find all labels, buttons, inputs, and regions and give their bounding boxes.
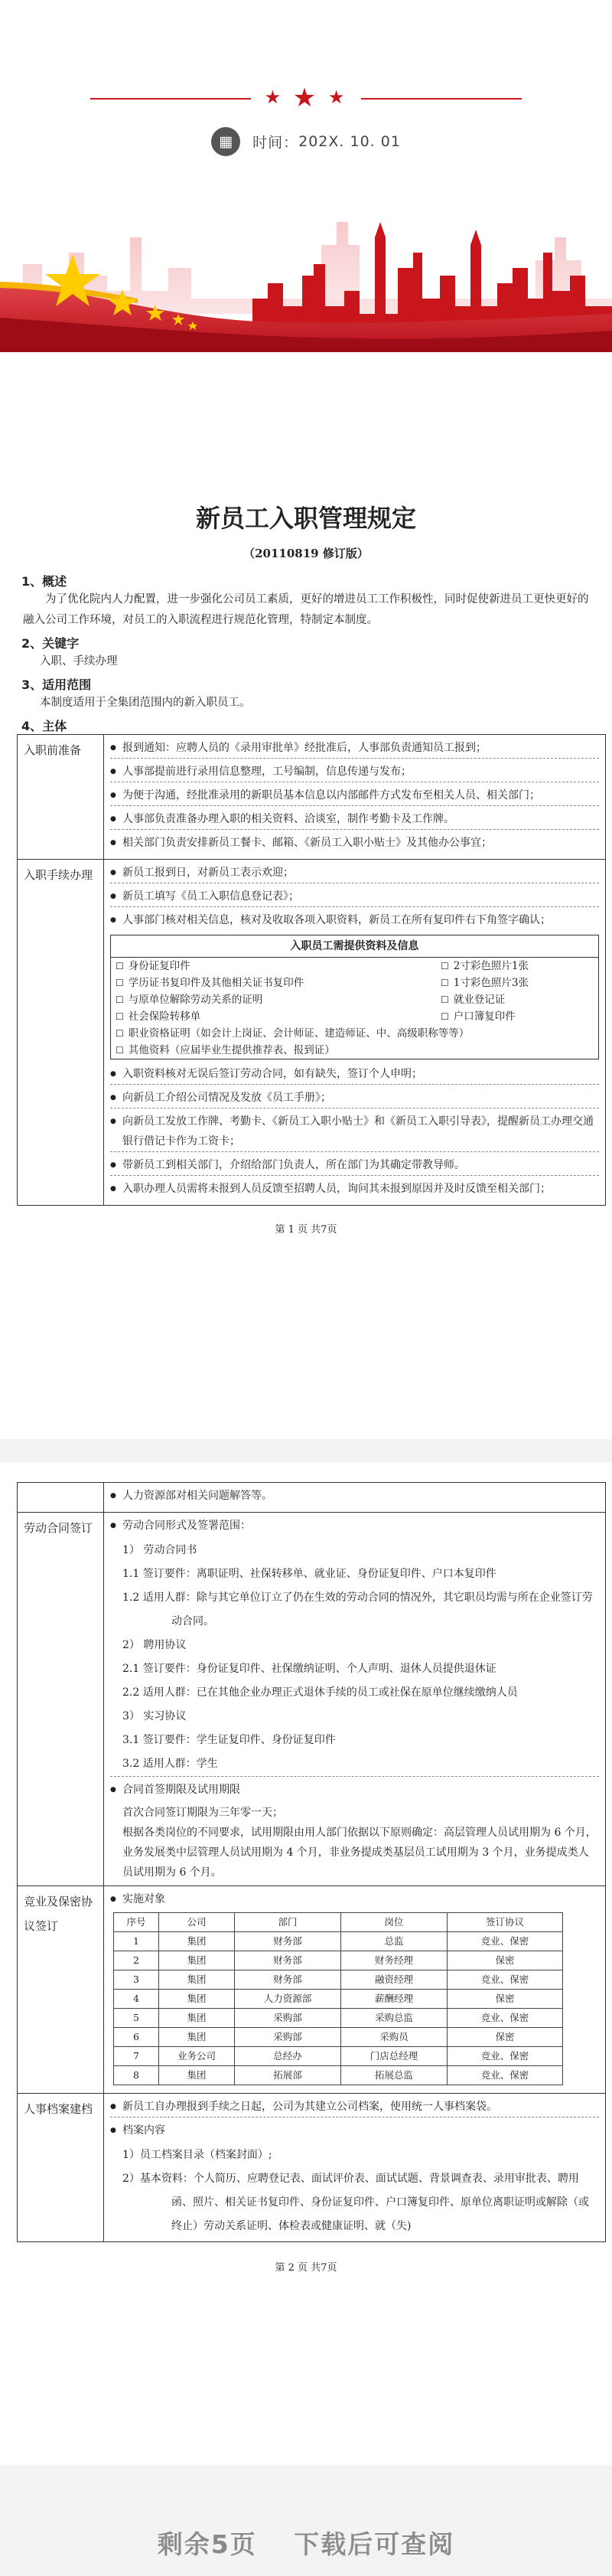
contract-line: 3.1 签订要件：学生证复印件、身份证复印件 [122,1734,336,1746]
probation-line: 根据各类岗位的不同要求，试用期限由用人部门依据以下原则确定：高层管理人员试用期为 6 个月，业务发展类中层管理人员试用期为 4 个月，非业务提成类基层员工试用期为 3 个月，业务提成类人员试用期为 6 个月。 [122,1827,597,1879]
material-item: 身份证复印件 [128,960,190,972]
table-cell: 集团 [159,2009,235,2028]
list-item: ● 带新员工到相关部门，介绍给部门负责人，所在部门为其确定带教导师。 [110,1155,599,1176]
column-header: 序号 [114,1913,159,1932]
star-icon: ★ [264,87,285,108]
row-pre-entry [18,735,606,860]
checkbox-icon: ☐ [441,961,449,971]
column-header: 签订协议 [448,1913,563,1932]
table-cell: 保密 [448,1951,563,1970]
contract-line: 1.1 签订要件：离职证明、社保转移单、就业证、身份证复印件、户口本复印件 [122,1568,496,1580]
table-cell: 7 [114,2047,159,2066]
checkbox-icon: ☐ [441,978,449,988]
page-footer-1: 第 1 页 共7页 [275,1224,337,1236]
doc-subtitle: （20110819 修订版） [243,547,369,560]
table-header-row [114,1913,563,1932]
cover-banner [0,0,612,352]
list-item: ● 报到通知：应聘人员的《录用审批单》经批准后，人事部负责通知员工报到； [110,738,599,759]
page-gap [0,1439,612,1462]
row-content-contract [104,1513,606,1886]
checkbox-icon: ☐ [441,994,449,1005]
table-cell: 3 [114,1970,159,1990]
table-cell: 集团 [159,2028,235,2047]
column-header: 公司 [159,1913,235,1932]
materials-title: 入职员工需提供资料及信息 [111,935,598,958]
row-content-procedure [104,860,606,1206]
noncompete-table [113,1912,563,2085]
page-footer-2: 第 2 页 共7页 [275,2262,337,2274]
table-row [114,2047,563,2066]
material-item: 社会保险转移单 [128,1010,201,1023]
table-cell: 融资经理 [341,1970,448,1990]
table-cell: 集团 [159,1970,235,1990]
city-skyline-illustration [0,191,612,352]
row-label-archive: 人事档案建档 [18,2094,104,2242]
table-row [114,1932,563,1951]
row-procedure [18,860,606,1206]
doc-page-1 [0,429,612,1236]
table-cell: 竞业、保密 [448,2009,563,2028]
checkbox-icon: ☐ [116,1028,124,1039]
row-content-noncompete [104,1886,606,2094]
table-cell: 8 [114,2066,159,2085]
list-item: ● 新员工填写《员工入职信息登记表》； [110,886,599,907]
row-archive [18,2094,606,2242]
section-3-heading: 3、适用范围 [21,677,92,692]
section-4-heading: 4、主体 [21,719,67,733]
table-cell: 采购员 [341,2028,448,2047]
list-item: ● 入职办理人员需将未报到人员反馈至招聘人员，询问其未报到原因并及时反馈至相关部门； [110,1179,599,1199]
table-row [114,1970,563,1990]
table-cell: 竞业、保密 [448,2047,563,2066]
time-label: 时间： [252,134,299,152]
section-2-heading: 2、关键字 [21,636,80,651]
table-cell: 财务部 [235,1970,341,1990]
list-item: ● 人事部提前进行录用信息整理，工号编制，信息传递与发布； [110,762,599,782]
list-item: ● 合同首签期限及试用期限 [110,1780,599,1800]
table-cell: 6 [114,2028,159,2047]
table-cell: 拓展部 [235,2066,341,2085]
checkbox-icon: ☐ [116,978,124,988]
materials-row [111,1042,598,1059]
table-cell: 5 [114,2009,159,2028]
material-item: 就业登记证 [453,994,506,1006]
row-content-pre-entry [104,735,606,860]
materials-box [110,935,599,1059]
calendar-icon: ▦ [211,127,240,156]
table-cell: 竞业、保密 [448,2066,563,2085]
materials-row [111,1025,598,1042]
materials-row [111,958,598,975]
row-content-procedure-continued [104,1483,606,1513]
table-cell: 薪酬经理 [341,1990,448,2009]
material-item: 户口簿复印件 [453,1010,516,1023]
archive-line: 2）基本资料：个人简历、应聘登记表、面试评价表、面试试题、背景调查表、录用审批表、聘用函、照片、相关证书复印件、身份证复印件、户口簿复印件、原单位离职证明或解除（或终止）劳动关系证明、体检表或健康证明、就（失) [122,2173,589,2232]
table-cell: 总监 [341,1932,448,1951]
list-item: ● 劳动合同形式及签署范围： [110,1516,599,1536]
row-label-empty [18,1483,104,1513]
table-cell: 集团 [159,1990,235,2009]
row-label-contract: 劳动合同签订 [18,1513,104,1886]
table-cell: 集团 [159,1951,235,1970]
time-row [0,127,612,156]
list-item: ● 人事部门核对相关信息，核对及收取各项入职资料，新员工在所有复印件右下角签字确认； [110,910,599,930]
column-header: 岗位 [341,1913,448,1932]
row-label-procedure: 入职手续办理 [18,860,104,1206]
archive-line: 1）员工档案目录（档案封面）; [122,2149,272,2161]
checkbox-icon: ☐ [116,1011,124,1022]
material-item: 其他资料（应届毕业生提供推荐表、报到证） [128,1044,335,1056]
list-item: ● 人力资源部对相关问题解答等。 [110,1486,599,1506]
table-cell: 财务经理 [341,1951,448,1970]
noncompete-table-body [114,1932,563,2085]
table-cell: 保密 [448,2028,563,2047]
table-cell: 业务公司 [159,2047,235,2066]
table-cell: 竞业、保密 [448,1932,563,1951]
material-item: 2寸彩色照片1张 [453,960,529,972]
material-item: 职业资格证明（如会计上岗证、会计师证、建造师证、中、高级职称等等） [128,1027,470,1040]
contract-line: 3.2 适用人群：学生 [110,1752,599,1777]
table-cell: 集团 [159,1932,235,1951]
list-item: ● 新员工报到日，对新员工表示欢迎； [110,863,599,883]
table-row [114,2009,563,2028]
contract-line: 2.1 签订要件：身份证复印件、社保缴纳证明、个人声明、退休人员提供退休证 [122,1663,496,1675]
download-to-read-link[interactable]: 剩余5页 下载后可查阅 [157,2529,455,2559]
table-row [114,1951,563,1970]
contract-line: 1.2 适用人群：除与其它单位订立了仍在生效的劳动合同的情况外，其它职员均需与所在企业签订劳动合同。 [122,1592,593,1628]
doc-title: 新员工入职管理规定 [195,504,416,533]
material-item: 1寸彩色照片3张 [453,977,529,989]
contract-line: 1） 劳动合同书 [122,1544,197,1556]
material-item: 学历证书复印件及其他相关证书复印件 [128,977,304,989]
section-2-text: 入职、手续办理 [40,655,118,668]
main-table-page-2 [17,1482,606,2242]
materials-row [111,975,598,991]
contract-line: 2） 聘用协议 [122,1639,187,1651]
main-table-page-1 [17,734,606,1206]
row-noncompete [18,1886,606,2094]
probation-line: 首次合同签订期限为三年零一天； [122,1807,283,1819]
table-cell: 采购部 [235,2009,341,2028]
table-cell: 采购总监 [341,2009,448,2028]
list-item: ● 人事部负责准备办理入职的相关资料、洽谈室，制作考勤卡及工作牌。 [110,809,599,830]
table-row [114,2066,563,2085]
table-row [114,1990,563,2009]
table-cell: 采购部 [235,2028,341,2047]
time-value: 202X. 10. 01 [298,133,401,150]
list-item: ● 相关部门负责安排新员工餐卡、邮箱、《新员工入职小贴士》及其他办公事宜； [110,833,599,853]
table-cell: 竞业、保密 [448,1970,563,1990]
row-procedure-continued [18,1483,606,1513]
table-cell: 2 [114,1951,159,1970]
materials-row [111,991,598,1008]
table-row [114,2028,563,2047]
checkbox-icon: ☐ [441,1011,449,1022]
checkbox-icon: ☐ [116,994,124,1005]
section-1-heading: 1、概述 [21,574,67,589]
star-icon: ★ [327,87,348,108]
star-icon: ★ [292,83,320,113]
table-cell: 集团 [159,2066,235,2085]
contract-line: 2.2 适用人群：已在其他企业办理正式退休手续的员工或社保在原单位继续缴纳人员 [122,1686,518,1699]
table-cell: 4 [114,1990,159,2009]
row-content-archive [104,2094,606,2242]
table-cell: 财务部 [235,1932,341,1951]
table-cell: 拓展总监 [341,2066,448,2085]
list-item: ● 新员工自办理报到手续之日起，公司为其建立公司档案，使用统一人事档案袋。 [110,2097,599,2117]
list-item: ● 入职资料核对无误后签订劳动合同，如有缺失，签订个人申明； [110,1064,599,1085]
table-cell: 门店总经理 [341,2047,448,2066]
list-item: ● 向新员工介绍公司情况及发放《员工手册》； [110,1088,599,1108]
decor-stars [0,83,612,113]
table-cell: 财务部 [235,1951,341,1970]
table-cell: 1 [114,1932,159,1951]
list-item: ● 向新员工发放工作牌、考勤卡、《新员工入职小贴士》和《新员工入职引导表》，提醒新员工办理交通银行借记卡作为工资卡； [110,1112,599,1152]
list-item: ● 实施对象 [110,1889,599,1909]
material-item: 与原单位解除劳动关系的证明 [128,994,263,1006]
list-item: ● 为便于沟通，经批准录用的新职员基本信息以内部邮件方式发布至相关人员、相关部门； [110,785,599,806]
checkbox-icon: ☐ [116,961,124,971]
table-cell: 总经办 [235,2047,341,2066]
table-cell: 人力资源部 [235,1990,341,2009]
section-1-text: 为了优化院内人力配置，进一步强化公司员工素质，更好的增进员工工作积极性，同时促使新进员工更快更好的融入公司工作环境，对员工的入职流程进行规范化管理，特制定本制度。 [23,593,589,626]
checkbox-icon: ☐ [116,1045,124,1056]
row-label-pre-entry: 入职前准备 [18,735,104,860]
row-contract [18,1513,606,1886]
contract-line: 3） 实习协议 [122,1710,187,1722]
table-cell: 保密 [448,1990,563,2009]
column-header: 部门 [235,1913,341,1932]
materials-row [111,1008,598,1025]
row-label-noncompete: 竞业及保密协议签订 [18,1886,104,2094]
list-item: ● 档案内容 [110,2121,599,2140]
section-3-text: 本制度适用于全集团范围内的新入职员工。 [40,697,251,709]
doc-page-2 [0,1477,612,2274]
